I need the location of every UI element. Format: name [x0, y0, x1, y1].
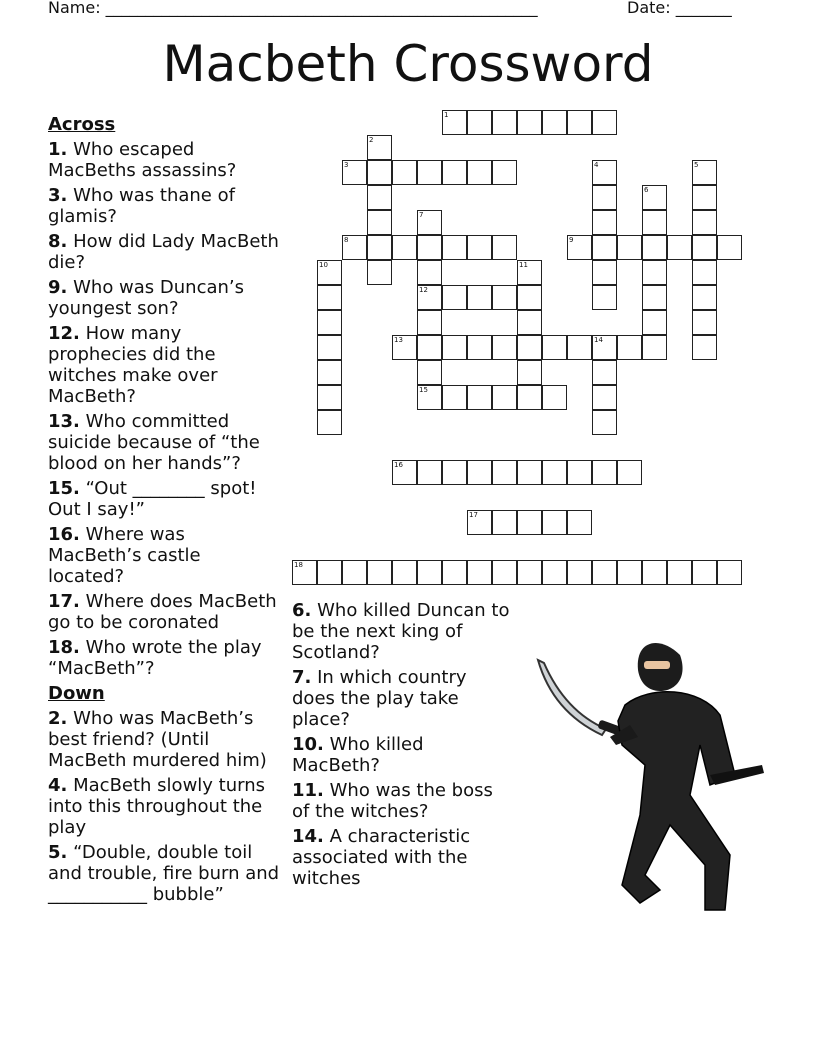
clue-number: 15. [48, 478, 80, 499]
grid-cell[interactable] [492, 335, 517, 360]
grid-cell[interactable] [467, 460, 492, 485]
clue-text: “Out ________ spot! Out I say!” [48, 478, 257, 520]
grid-cell[interactable] [367, 160, 392, 185]
grid-cell[interactable] [667, 560, 692, 585]
grid-cell[interactable] [567, 460, 592, 485]
grid-cell[interactable] [442, 160, 467, 185]
grid-cell[interactable] [642, 285, 667, 310]
grid-cell[interactable] [517, 460, 542, 485]
grid-cell[interactable] [592, 385, 617, 410]
grid-cell[interactable] [442, 235, 467, 260]
clue-number: 10. [292, 734, 324, 755]
grid-cell[interactable] [617, 335, 642, 360]
grid-cell[interactable] [642, 310, 667, 335]
clue-down-2 [48, 708, 280, 771]
grid-cell[interactable] [567, 510, 592, 535]
grid-cell[interactable] [717, 560, 742, 585]
clue-number: 3. [48, 185, 68, 206]
grid-cell-number: 12 [419, 286, 428, 294]
grid-cell[interactable] [417, 335, 442, 360]
clue-down-11 [292, 780, 512, 822]
clue-text: In which country does the play take place? [292, 667, 467, 730]
grid-cell[interactable] [617, 235, 642, 260]
clue-text: How many prophecies did the witches make over MacBeth? [48, 323, 218, 407]
grid-cell[interactable] [542, 385, 567, 410]
grid-cell[interactable] [517, 385, 542, 410]
grid-cell-number: 4 [594, 161, 599, 169]
grid-cell[interactable] [367, 135, 392, 160]
grid-cell-number: 18 [294, 561, 303, 569]
grid-cell-number: 8 [344, 236, 349, 244]
grid-cell[interactable] [417, 285, 442, 310]
clue-across-1 [48, 139, 280, 181]
grid-cell[interactable] [667, 235, 692, 260]
name-field-line: Name: ______________________________________________________ [48, 0, 538, 17]
clue-number: 16. [48, 524, 80, 545]
clue-across-17 [48, 591, 280, 633]
grid-cell[interactable] [367, 260, 392, 285]
date-field-line: Date: _______ [627, 0, 732, 17]
grid-cell[interactable] [417, 160, 442, 185]
grid-cell[interactable] [492, 385, 517, 410]
grid-cell-number: 17 [469, 511, 478, 519]
grid-cell[interactable] [592, 360, 617, 385]
grid-cell[interactable] [417, 360, 442, 385]
grid-cell[interactable] [542, 510, 567, 535]
grid-cell[interactable] [517, 360, 542, 385]
grid-cell[interactable] [442, 285, 467, 310]
page-title: Macbeth Crossword [162, 35, 654, 93]
grid-cell[interactable] [392, 235, 417, 260]
down-heading: Down [48, 683, 105, 704]
grid-cell[interactable] [317, 335, 342, 360]
grid-cell[interactable] [417, 385, 442, 410]
grid-cell[interactable] [692, 235, 717, 260]
clue-text: Who killed MacBeth? [292, 734, 424, 776]
clue-text: Who was MacBeth’s best friend? (Until MacBeth murdered him) [48, 708, 267, 771]
clue-text: Who was Duncan’s youngest son? [48, 277, 245, 319]
grid-cell[interactable] [417, 210, 442, 235]
grid-cell-number: 6 [644, 186, 649, 194]
grid-cell-number: 2 [369, 136, 374, 144]
grid-cell-number: 13 [394, 336, 403, 344]
grid-cell[interactable] [592, 110, 617, 135]
grid-cell[interactable] [467, 385, 492, 410]
clue-text: MacBeth slowly turns into this throughout the play [48, 775, 266, 838]
across-heading: Across [48, 114, 116, 135]
grid-cell[interactable] [642, 560, 667, 585]
grid-cell[interactable] [417, 560, 442, 585]
grid-cell[interactable] [392, 335, 417, 360]
grid-cell[interactable] [592, 260, 617, 285]
grid-cell[interactable] [367, 185, 392, 210]
clue-across-13 [48, 411, 280, 474]
grid-cell[interactable] [392, 560, 417, 585]
grid-cell[interactable] [592, 210, 617, 235]
ninja-with-sword-icon [530, 625, 770, 925]
clue-number: 17. [48, 591, 80, 612]
grid-cell[interactable] [592, 185, 617, 210]
grid-cell[interactable] [467, 160, 492, 185]
grid-cell[interactable] [317, 310, 342, 335]
clue-number: 13. [48, 411, 80, 432]
clue-text: Who wrote the play “MacBeth”? [48, 637, 262, 679]
grid-cell[interactable] [467, 235, 492, 260]
grid-cell[interactable] [292, 560, 317, 585]
clue-down-7 [292, 667, 512, 730]
clue-number: 11. [292, 780, 324, 801]
grid-cell[interactable] [492, 510, 517, 535]
grid-cell[interactable] [542, 335, 567, 360]
clue-across-9 [48, 277, 280, 319]
grid-cell[interactable] [567, 560, 592, 585]
grid-cell[interactable] [317, 385, 342, 410]
grid-cell[interactable] [467, 510, 492, 535]
grid-cell[interactable] [317, 285, 342, 310]
clue-text: How did Lady MacBeth die? [48, 231, 279, 273]
grid-cell[interactable] [692, 310, 717, 335]
grid-cell[interactable] [317, 560, 342, 585]
grid-cell[interactable] [367, 235, 392, 260]
grid-cell[interactable] [467, 110, 492, 135]
grid-cell[interactable] [567, 335, 592, 360]
grid-cell[interactable] [517, 335, 542, 360]
grid-cell-number: 16 [394, 461, 403, 469]
grid-cell-number: 15 [419, 386, 428, 394]
grid-cell[interactable] [442, 560, 467, 585]
grid-cell[interactable] [467, 285, 492, 310]
grid-cell[interactable] [567, 235, 592, 260]
clue-number: 4. [48, 775, 68, 796]
clue-number: 1. [48, 139, 68, 160]
grid-cell[interactable] [642, 210, 667, 235]
grid-cell[interactable] [692, 335, 717, 360]
grid-cell[interactable] [392, 160, 417, 185]
grid-cell[interactable] [542, 460, 567, 485]
grid-cell[interactable] [592, 410, 617, 435]
clue-number: 7. [292, 667, 312, 688]
clue-number: 8. [48, 231, 68, 252]
clue-across-15 [48, 478, 280, 520]
grid-cell[interactable] [417, 235, 442, 260]
grid-cell[interactable] [417, 260, 442, 285]
grid-cell[interactable] [592, 160, 617, 185]
clue-across-8 [48, 231, 280, 273]
grid-cell-number: 11 [519, 261, 528, 269]
clue-number: 5. [48, 842, 68, 863]
grid-cell[interactable] [442, 110, 467, 135]
grid-cell[interactable] [542, 560, 567, 585]
clue-text: A characteristic associated with the witches [292, 826, 471, 889]
grid-cell[interactable] [642, 260, 667, 285]
clue-down-10 [292, 734, 512, 776]
grid-cell[interactable] [342, 560, 367, 585]
grid-cell-number: 9 [569, 236, 574, 244]
grid-cell[interactable] [492, 460, 517, 485]
grid-cell[interactable] [492, 110, 517, 135]
grid-cell[interactable] [517, 510, 542, 535]
clue-text: Who escaped MacBeths assassins? [48, 139, 237, 181]
grid-cell[interactable] [542, 110, 567, 135]
grid-cell[interactable] [642, 335, 667, 360]
clue-number: 18. [48, 637, 80, 658]
grid-cell[interactable] [517, 310, 542, 335]
grid-cell[interactable] [392, 460, 417, 485]
grid-cell[interactable] [517, 110, 542, 135]
grid-cell[interactable] [517, 560, 542, 585]
clue-column-left [48, 114, 280, 909]
grid-cell-number: 3 [344, 161, 349, 169]
grid-cell[interactable] [492, 560, 517, 585]
grid-cell[interactable] [467, 560, 492, 585]
grid-cell-number: 14 [594, 336, 603, 344]
grid-cell[interactable] [692, 260, 717, 285]
grid-cell[interactable] [317, 260, 342, 285]
grid-cell[interactable] [717, 235, 742, 260]
grid-cell[interactable] [642, 235, 667, 260]
clue-down-4 [48, 775, 280, 838]
clue-down-5 [48, 842, 280, 905]
clue-down-6 [292, 600, 512, 663]
clue-number: 2. [48, 708, 68, 729]
grid-cell[interactable] [692, 210, 717, 235]
grid-cell[interactable] [642, 185, 667, 210]
grid-cell[interactable] [592, 285, 617, 310]
grid-cell[interactable] [442, 460, 467, 485]
grid-cell[interactable] [417, 460, 442, 485]
grid-cell[interactable] [692, 185, 717, 210]
grid-cell-number: 7 [419, 211, 424, 219]
grid-cell[interactable] [517, 260, 542, 285]
grid-cell[interactable] [342, 235, 367, 260]
grid-cell[interactable] [367, 210, 392, 235]
grid-cell-number: 1 [444, 111, 449, 119]
clue-text: Who killed Duncan to be the next king of Scotland? [292, 600, 510, 663]
clue-text: Who committed suicide because of “the blood on her hands”? [48, 411, 260, 474]
clue-text: Where does MacBeth go to be coronated [48, 591, 277, 633]
grid-cell[interactable] [592, 335, 617, 360]
grid-cell[interactable] [517, 285, 542, 310]
grid-cell[interactable] [467, 335, 492, 360]
clue-text: Where was MacBeth’s castle located? [48, 524, 201, 587]
grid-cell[interactable] [617, 460, 642, 485]
grid-cell[interactable] [592, 560, 617, 585]
grid-cell[interactable] [317, 410, 342, 435]
clue-text: Who was the boss of the witches? [292, 780, 493, 822]
grid-cell-number: 10 [319, 261, 328, 269]
grid-cell[interactable] [692, 560, 717, 585]
grid-cell[interactable] [442, 385, 467, 410]
grid-cell[interactable] [367, 560, 392, 585]
grid-cell[interactable] [417, 310, 442, 335]
clue-number: 12. [48, 323, 80, 344]
grid-cell[interactable] [692, 285, 717, 310]
grid-cell[interactable] [492, 160, 517, 185]
clue-across-16 [48, 524, 280, 587]
clue-number: 14. [292, 826, 324, 847]
grid-cell-number: 5 [694, 161, 699, 169]
grid-cell[interactable] [592, 460, 617, 485]
clue-down-14 [292, 826, 512, 889]
clue-across-18 [48, 637, 280, 679]
grid-cell[interactable] [692, 160, 717, 185]
grid-cell[interactable] [567, 110, 592, 135]
clue-across-3 [48, 185, 280, 227]
clue-text: “Double, double toil and trouble, fire burn and ___________ bubble” [48, 842, 280, 905]
clue-text: Who was thane of glamis? [48, 185, 235, 227]
grid-cell[interactable] [617, 560, 642, 585]
grid-cell[interactable] [492, 285, 517, 310]
clue-number: 6. [292, 600, 312, 621]
clue-number: 9. [48, 277, 68, 298]
grid-cell[interactable] [317, 360, 342, 385]
grid-cell[interactable] [592, 235, 617, 260]
grid-cell[interactable] [342, 160, 367, 185]
clue-across-12 [48, 323, 280, 407]
grid-cell[interactable] [442, 335, 467, 360]
grid-cell[interactable] [492, 235, 517, 260]
clue-column-right [292, 600, 512, 893]
